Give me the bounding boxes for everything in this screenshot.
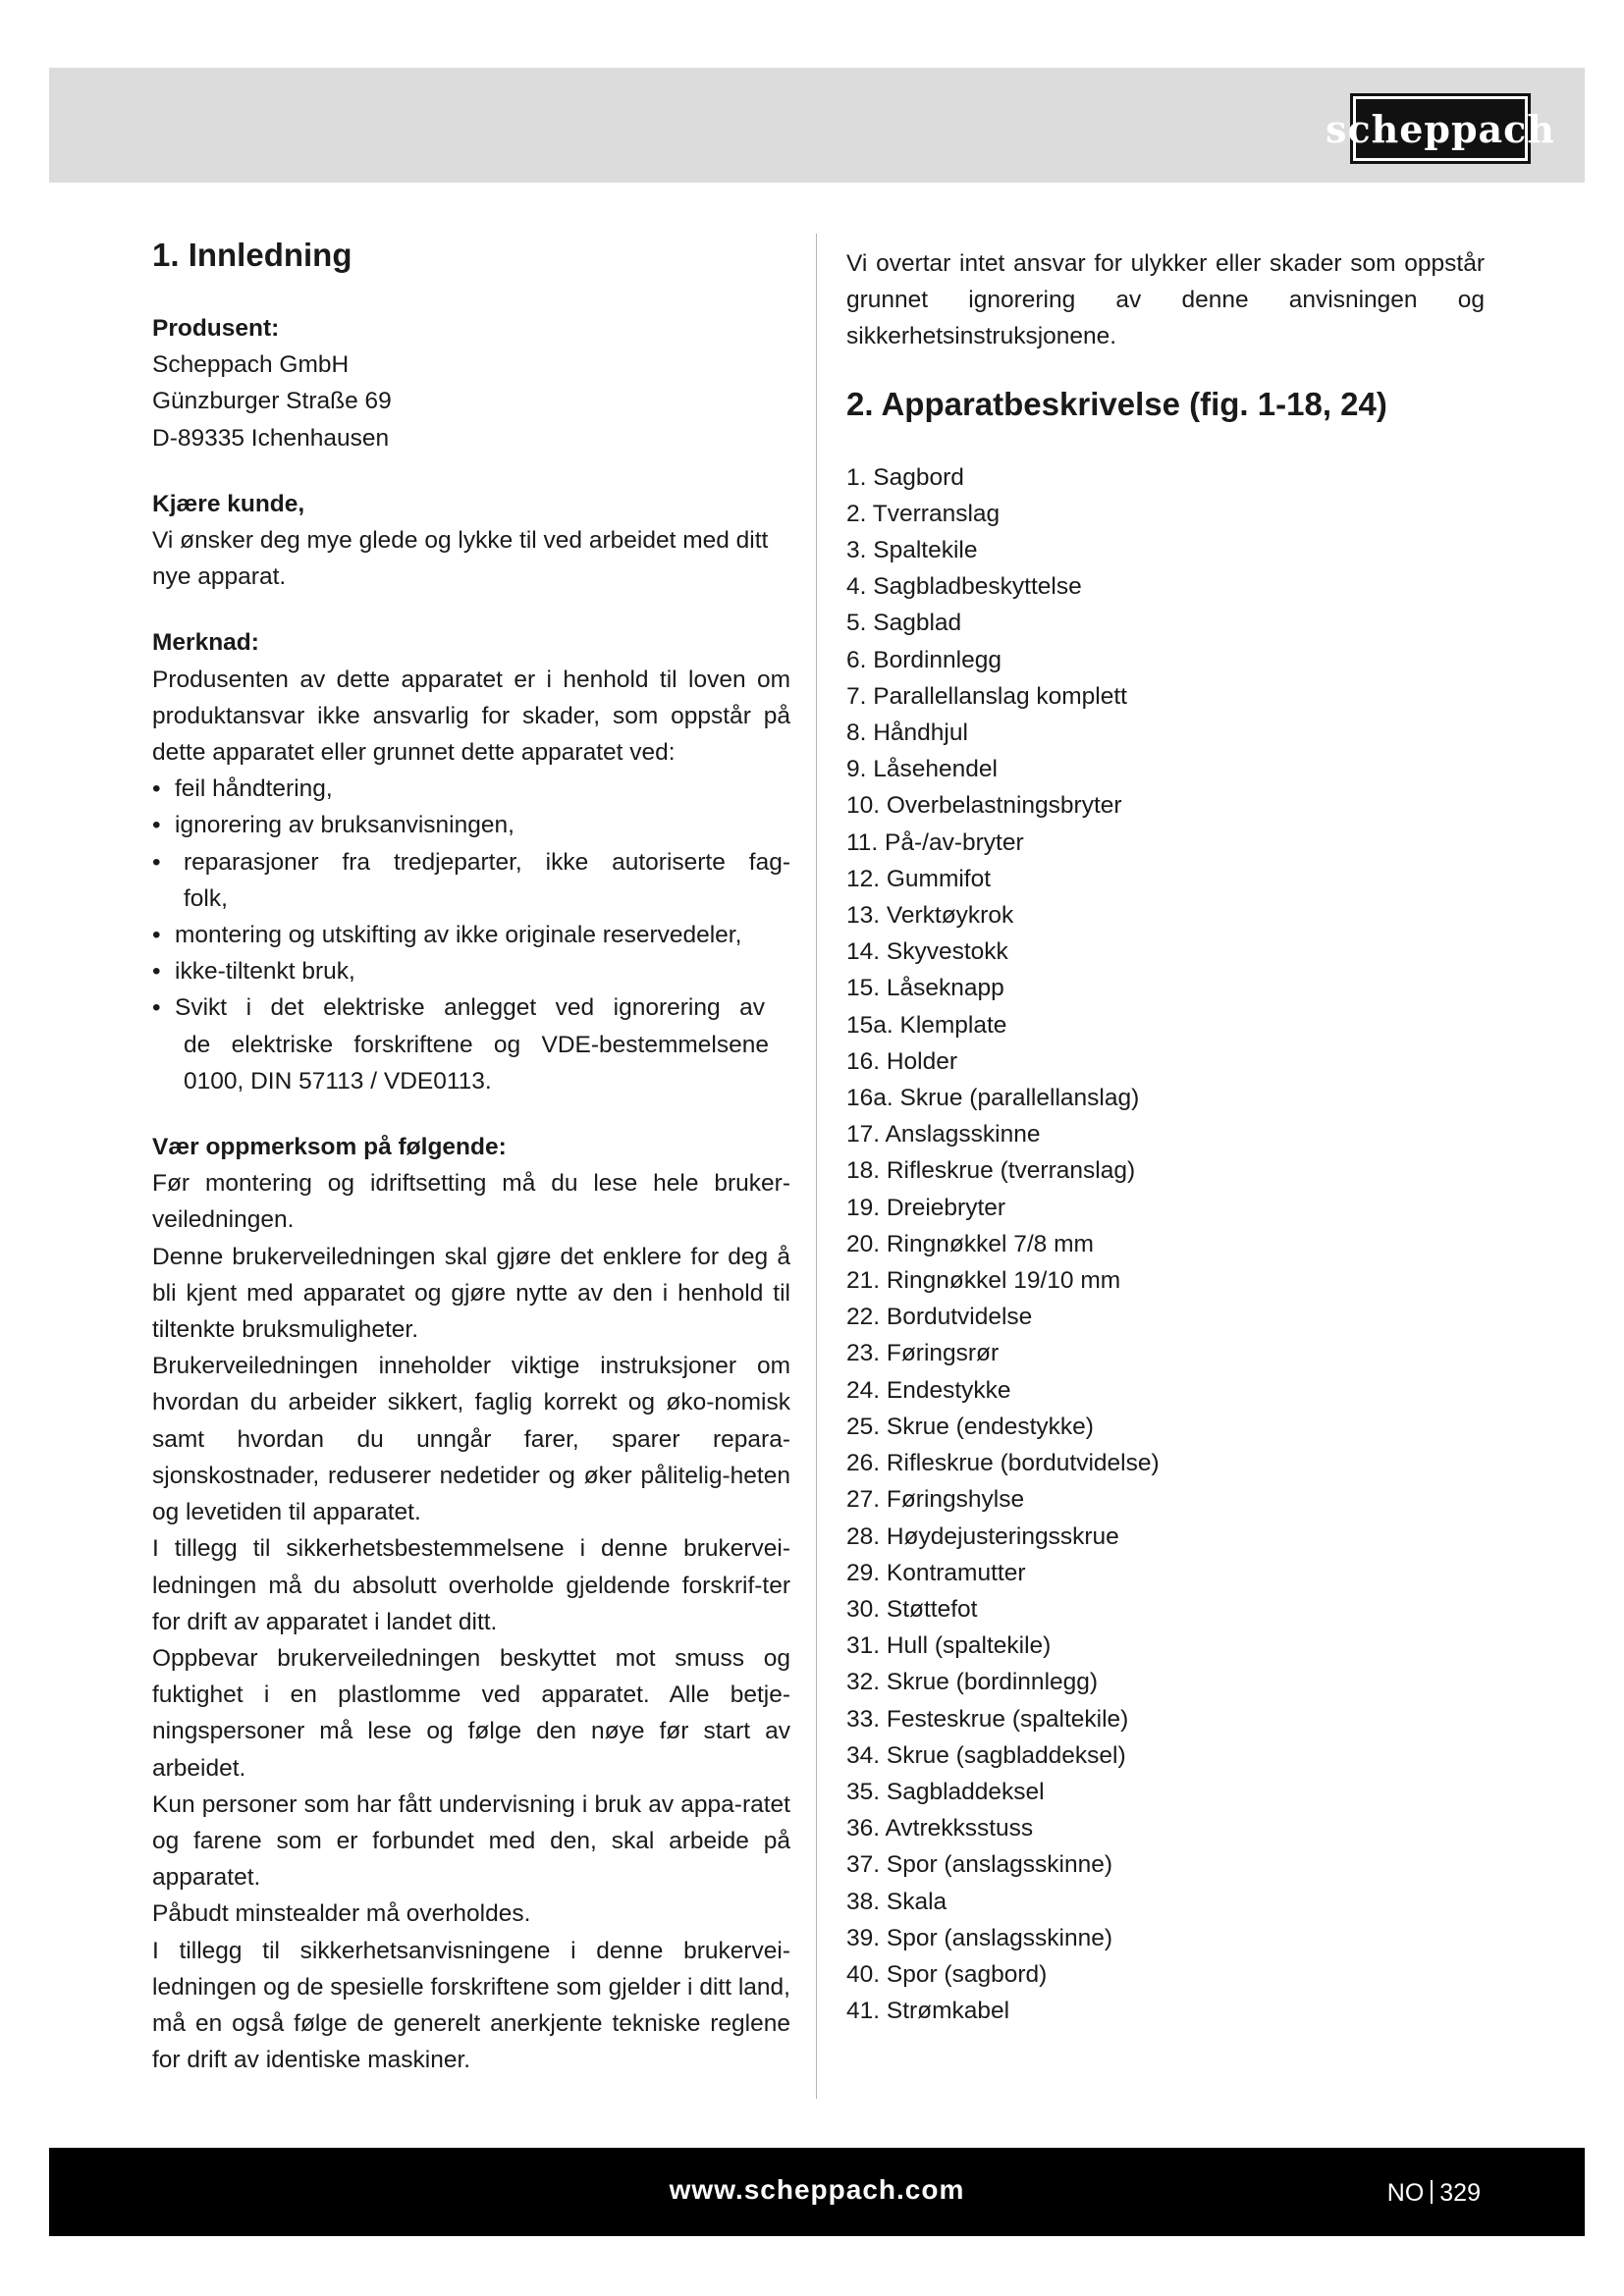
parts-list-item: 10. Overbelastningsbryter — [846, 792, 1122, 820]
bullet-item: • feil håndtering, — [152, 771, 790, 807]
body-paragraph: Oppbevar brukerveiledningen beskyttet mot smuss og fuktighet i en plastlomme ved apparatet. Alle betje-ningspersoner må lese og følge den nøye før start av arbeidet. — [152, 1644, 790, 1782]
parts-list-item: 39. Spor (anslagsskinne) — [846, 1924, 1113, 1951]
parts-list-item: 25. Skrue (endestykke) — [846, 1413, 1094, 1440]
parts-list-item: 2. Tverranslag — [846, 500, 1001, 527]
language-code: NO — [1386, 2179, 1425, 2207]
disclaimer-text: Vi overtar intet ansvar for ulykker eller skader som oppstår grunnet ignorering av denne anvisningen og sikkerhetsinstruksjonene. — [846, 250, 1485, 350]
greeting-label: Kjære kunde, — [152, 490, 305, 517]
parts-list-item: 16. Holder — [846, 1047, 958, 1075]
body-paragraph: Kun personer som har fått undervisning i bruk av appa-ratet og farene som er forbundet med den, skal arbeide på apparatet. — [152, 1790, 790, 1892]
parts-list-item: 15a. Klemplate — [846, 1011, 1007, 1039]
parts-list-item: 35. Sagbladdeksel — [846, 1778, 1045, 1805]
website-link[interactable]: www.scheppach.com — [669, 2174, 965, 2205]
parts-list-item: 24. Endestykke — [846, 1376, 1011, 1404]
parts-list-item: 27. Føringshylse — [846, 1486, 1025, 1514]
parts-list-item: 16a. Skrue (parallellanslag) — [846, 1085, 1140, 1112]
body-paragraph: Brukerveiledningen inneholder viktige instruksjoner om hvordan du arbeider sikkert, faglig korrekt og øko-nomisk samt hvordan du unngår farer, sparer repara-sjonskostnader, reduserer nedetider og øker pålitelig-heten og levetiden til apparatet. — [152, 1353, 790, 1526]
parts-list-item: 34. Skrue (sagbladdeksel) — [846, 1741, 1126, 1769]
parts-list-item: 32. Skrue (bordinnlegg) — [846, 1669, 1099, 1696]
bullet-continuation: 0100, DIN 57113 / VDE0113. — [184, 1067, 492, 1095]
greeting-text: Vi ønsker deg mye glede og lykke til ved arbeidet med ditt nye apparat. — [152, 527, 769, 591]
parts-list-item: 8. Håndhjul — [846, 720, 968, 747]
header-band — [49, 68, 1585, 183]
parts-list-item: 40. Spor (sagbord) — [846, 1960, 1048, 1988]
bullet-item: • reparasjoner fra tredjeparter, ikke autoriserte fag- — [152, 844, 790, 881]
parts-list-item: 41. Strømkabel — [846, 1998, 1010, 2025]
parts-list-item: 13. Verktøykrok — [846, 902, 1014, 930]
parts-list-item: 20. Ringnøkkel 7/8 mm — [846, 1230, 1094, 1257]
parts-list — [846, 459, 1485, 2030]
page-number: 329 — [1439, 2179, 1481, 2207]
body-paragraph: I tillegg til sikkerhetsanvisningene i denne brukervei-ledningen og de spesielle forskriftene som gjelder i ditt land, må en også følge de generelt anerkjente tekniske reglene for drift av identiske maskiner. — [152, 1937, 790, 2074]
left-column — [152, 236, 790, 2078]
parts-list-item: 22. Bordutvidelse — [846, 1304, 1033, 1331]
parts-list-item: 11. På-/av-bryter — [846, 828, 1024, 856]
bullet-item: • ikke-tiltenkt bruk, — [152, 953, 790, 989]
parts-list-item: 7. Parallellanslag komplett — [846, 682, 1127, 710]
parts-list-item: 15. Låseknapp — [846, 975, 1004, 1002]
parts-list-item: 5. Sagblad — [846, 610, 962, 637]
parts-list-item: 1. Sagbord — [846, 463, 964, 491]
body-paragraph: Denne brukerveiledningen skal gjøre det enklere for deg å bli kjent med apparatet og gjøre nytte av den i henhold til tiltenkte bruksmuligheter. — [152, 1243, 790, 1344]
parts-list-item: 30. Støttefot — [846, 1595, 978, 1623]
parts-list-item: 19. Dreiebryter — [846, 1194, 1006, 1221]
footer-band — [49, 2148, 1585, 2236]
note-label: Merknad: — [152, 629, 259, 657]
manufacturer-line: Scheppach GmbH — [152, 351, 350, 379]
note-text: Produsenten av dette apparatet er i henhold til loven om produktansvar ikke ansvarlig for skader, som oppstår på dette apparatet eller grunnet dette apparatet ved: — [152, 666, 790, 767]
body-paragraph: Før montering og idriftsetting må du lese hele bruker-veiledningen. — [152, 1170, 790, 1234]
page-indicator — [1387, 2179, 1481, 2208]
parts-list-item: 33. Festeskrue (spaltekile) — [846, 1705, 1129, 1733]
parts-list-item: 3. Spaltekile — [846, 537, 978, 564]
right-column — [846, 245, 1485, 2029]
bullet-item: • montering og utskifting av ikke originale reservedeler, — [152, 917, 790, 953]
parts-list-item: 29. Kontramutter — [846, 1559, 1026, 1586]
section-title-innledning: 1. Innledning — [152, 237, 352, 273]
body-paragraph: I tillegg til sikkerhetsbestemmelsene i denne brukervei-ledningen må du absolutt overholde gjeldende forskrif-ter for drift av apparatet i landet ditt. — [152, 1535, 790, 1635]
bullet-continuation: folk, — [184, 884, 228, 912]
parts-list-item: 12. Gummifot — [846, 865, 992, 892]
scheppach-logo: scheppach — [1350, 93, 1531, 164]
column-divider — [816, 234, 817, 2099]
parts-list-item: 9. Låsehendel — [846, 756, 998, 783]
manufacturer-label: Produsent: — [152, 315, 280, 342]
parts-list-item: 14. Skyvestokk — [846, 938, 1008, 966]
parts-list-item: 26. Rifleskrue (bordutvidelse) — [846, 1450, 1160, 1477]
parts-list-item: 21. Ringnøkkel 19/10 mm — [846, 1267, 1121, 1295]
manufacturer-line: D-89335 Ichenhausen — [152, 424, 390, 452]
parts-list-item: 31. Hull (spaltekile) — [846, 1632, 1052, 1660]
parts-list-item: 38. Skala — [846, 1888, 947, 1915]
attention-label: Vær oppmerksom på følgende: — [152, 1134, 507, 1161]
bullet-item: • ignorering av bruksanvisningen, — [152, 807, 790, 843]
bullet-item: • Svikt i det elektriske anlegget ved ignorering av — [152, 989, 765, 1026]
separator-bar — [1431, 2180, 1433, 2204]
bullet-continuation: de elektriske forskriftene og VDE-bestemmelsene — [184, 1031, 769, 1058]
section-title-apparatbeskrivelse: 2. Apparatbeskrivelse (fig. 1-18, 24) — [846, 385, 1387, 422]
parts-list-item: 6. Bordinnlegg — [846, 646, 1002, 673]
parts-list-item: 37. Spor (anslagsskinne) — [846, 1851, 1113, 1879]
parts-list-item: 17. Anslagsskinne — [846, 1121, 1041, 1148]
parts-list-item: 28. Høydejusteringsskrue — [846, 1522, 1119, 1550]
body-paragraph: Påbudt minstealder må overholdes. — [152, 1900, 531, 1928]
manufacturer-line: Günzburger Straße 69 — [152, 388, 392, 415]
parts-list-item: 18. Rifleskrue (tverranslag) — [846, 1157, 1136, 1185]
parts-list-item: 4. Sagbladbeskyttelse — [846, 573, 1082, 601]
parts-list-item: 36. Avtrekksstuss — [846, 1815, 1034, 1842]
parts-list-item: 23. Føringsrør — [846, 1340, 1000, 1367]
liability-bullet-list — [152, 771, 790, 1099]
